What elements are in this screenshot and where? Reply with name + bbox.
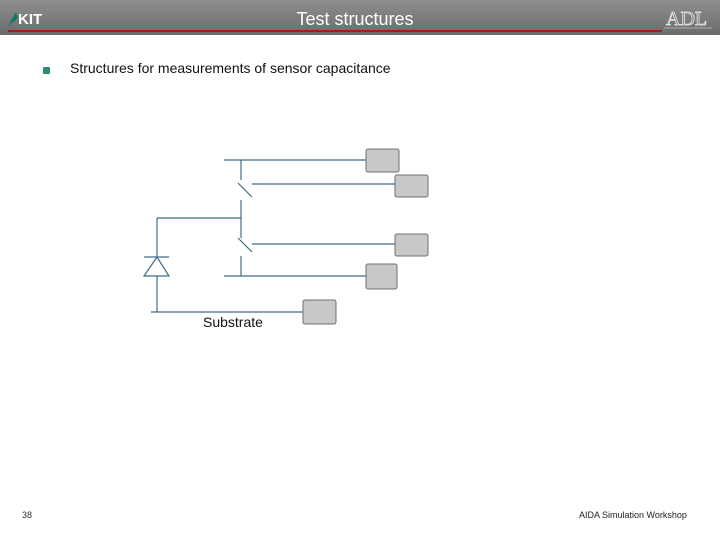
pad-1: [366, 149, 399, 172]
switch-1: [238, 183, 252, 197]
pad-3: [395, 234, 428, 256]
bullet-text: Structures for measurements of sensor capacitance: [70, 60, 391, 76]
pad-4: [366, 264, 397, 289]
page-title: Test structures: [296, 9, 414, 29]
adl-logo-text: ADL: [666, 8, 708, 30]
footer-event: AIDA Simulation Workshop: [579, 510, 687, 520]
switch-2: [238, 238, 252, 252]
kit-logo-text: KIT: [18, 11, 43, 28]
diode-triangle: [144, 257, 169, 276]
pad-2: [395, 175, 428, 197]
page-number: 38: [22, 510, 33, 520]
substrate-label: Substrate: [203, 314, 263, 330]
pad-substrate: [303, 300, 336, 324]
